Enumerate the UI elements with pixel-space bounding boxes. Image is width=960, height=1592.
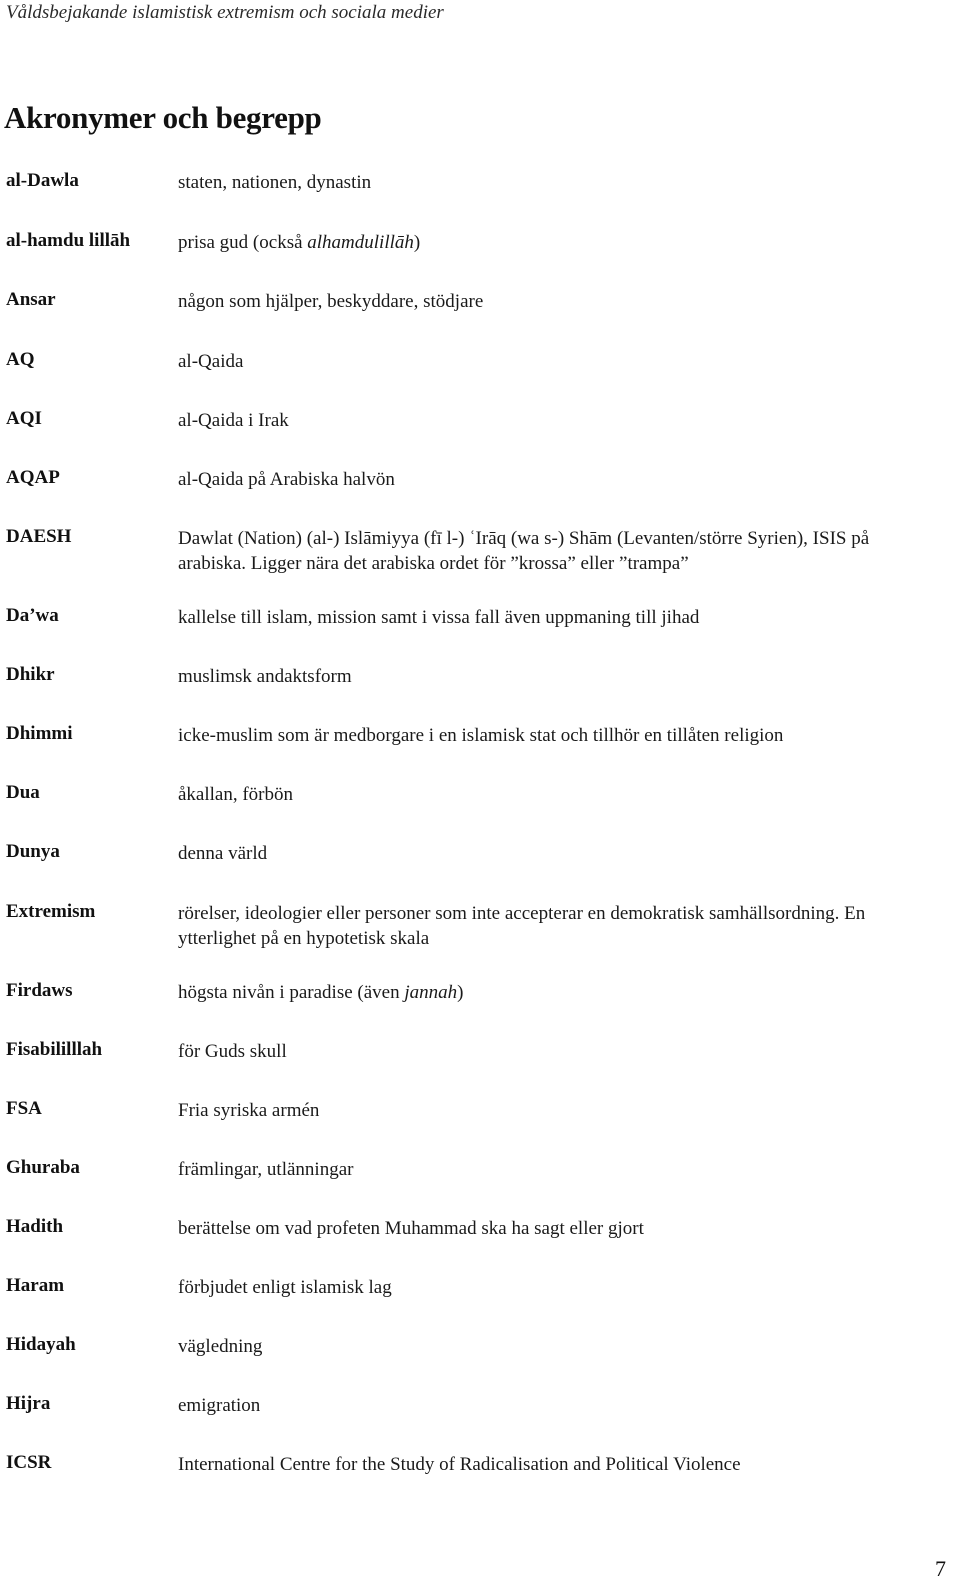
glossary-definition: denna värld xyxy=(178,843,268,864)
glossary-definition: rörelser, ideologier eller personer som inte accepterar en demokratisk samhällsordning. En ytterlighet på en hypotetisk skala xyxy=(178,903,866,949)
glossary-term: AQI xyxy=(6,408,42,429)
glossary-definition: Fria syriska armén xyxy=(178,1100,320,1121)
glossary-definition: al-Qaida på Arabiska halvön xyxy=(178,469,395,490)
definition-text: ) xyxy=(413,232,421,253)
running-header: Våldsbejakande islamistisk extremism och sociala medier xyxy=(6,2,444,23)
glossary-term: AQAP xyxy=(6,467,60,488)
glossary-term: Da’wa xyxy=(6,605,59,626)
glossary-term: Hadith xyxy=(6,1216,64,1237)
glossary-definition xyxy=(178,230,918,255)
glossary-term: Hidayah xyxy=(6,1334,76,1355)
glossary-term: Extremism xyxy=(6,901,96,922)
definition-text: ) xyxy=(457,982,464,1003)
glossary-definition: främlingar, utlänningar xyxy=(178,1159,354,1180)
glossary-term: DAESH xyxy=(6,526,72,547)
glossary-term: Hijra xyxy=(6,1393,51,1414)
definition-text: högsta nivån i paradise (även xyxy=(178,982,405,1003)
definition-italic-term: jannah xyxy=(404,982,458,1003)
glossary-term: Dunya xyxy=(6,841,60,862)
glossary-term: al-Dawla xyxy=(6,170,79,191)
glossary-term: Firdaws xyxy=(6,980,73,1001)
glossary-definition: icke-muslim som är medborgare i en islamisk stat och tillhör en tillåten religion xyxy=(178,725,784,746)
glossary-definition: för Guds skull xyxy=(178,1041,287,1062)
glossary-term: Dhikr xyxy=(6,664,55,685)
glossary-term: ICSR xyxy=(6,1452,52,1473)
glossary-term: Dua xyxy=(6,782,40,803)
glossary-definition xyxy=(178,980,918,1005)
glossary-term: AQ xyxy=(6,349,35,370)
glossary-term: Ghuraba xyxy=(6,1157,80,1178)
glossary-definition: kallelse till islam, mission samt i vissa fall även uppmaning till jihad xyxy=(178,607,700,628)
glossary-definition: International Centre for the Study of Radicalisation and Political Violence xyxy=(178,1454,741,1475)
glossary-term: Dhimmi xyxy=(6,723,73,744)
glossary-definition: Dawlat (Nation) (al-) Islāmiyya (fī l-) ʿIrāq (wa s-) Shām (Levanten/större Syrien), ISIS på arabiska. Ligger nära det arabiska ordet för ”krossa” eller ”trampa” xyxy=(178,528,870,574)
page-title: Akronymer och begrepp xyxy=(4,100,322,135)
glossary-definition: emigration xyxy=(178,1395,261,1416)
page-number: 7 xyxy=(935,1556,946,1581)
glossary-definition: förbjudet enligt islamisk lag xyxy=(178,1277,392,1298)
glossary-definition: vägledning xyxy=(178,1336,263,1357)
glossary-definition: berättelse om vad profeten Muhammad ska ha sagt eller gjort xyxy=(178,1218,644,1239)
glossary-term: Haram xyxy=(6,1275,65,1296)
glossary-term: al-hamdu lillāh xyxy=(6,230,131,251)
glossary-term: Fisabililllah xyxy=(6,1039,103,1060)
definition-italic-term: alhamdulillāh xyxy=(307,232,414,253)
glossary-definition: al-Qaida i Irak xyxy=(178,410,289,431)
glossary-definition: staten, nationen, dynastin xyxy=(178,172,372,193)
glossary-term: FSA xyxy=(6,1098,42,1119)
glossary-term: Ansar xyxy=(6,289,56,310)
glossary-definition: åkallan, förbön xyxy=(178,784,294,805)
glossary-definition: någon som hjälper, beskyddare, stödjare xyxy=(178,291,484,312)
glossary-definition: muslimsk andaktsform xyxy=(178,666,352,687)
glossary-definition: al-Qaida xyxy=(178,351,244,372)
definition-text: prisa gud (också xyxy=(178,232,308,253)
